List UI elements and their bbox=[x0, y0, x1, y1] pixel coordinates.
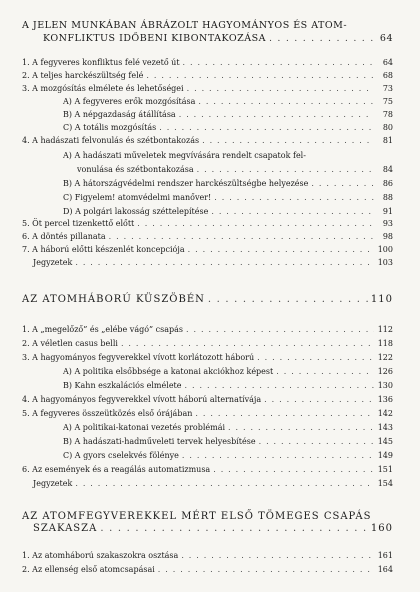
page-number: 142 bbox=[377, 409, 393, 418]
entry-title: 1. A „megelőző” és „elébe vágó” csapás bbox=[22, 325, 184, 334]
entry-title: D) A polgári lakosság széttelepítése bbox=[63, 207, 209, 216]
entry-title: 6. Az események és a reagálás automatizmusa bbox=[22, 465, 211, 474]
toc-subentry[interactable] bbox=[63, 193, 393, 203]
leader-dots bbox=[228, 423, 374, 433]
leader-dots bbox=[121, 339, 374, 349]
toc-entry[interactable] bbox=[22, 232, 393, 242]
leader-dots bbox=[211, 207, 374, 217]
page-number: 145 bbox=[377, 437, 393, 446]
leader-dots bbox=[264, 395, 374, 405]
page-number: 161 bbox=[377, 551, 393, 560]
page-number: 73 bbox=[382, 84, 393, 93]
page-number: 64 bbox=[382, 58, 393, 67]
entry-title: C) A totális mozgósítás bbox=[63, 123, 157, 132]
toc-entry[interactable] bbox=[33, 258, 393, 268]
entry-title: 2. Az ellenség első atomcsapásai bbox=[22, 565, 155, 574]
leader-dots bbox=[213, 465, 374, 475]
toc-subentry[interactable] bbox=[63, 423, 393, 433]
entry-title: 1. A fegyveres konfliktus felé vezető út bbox=[22, 58, 180, 67]
toc-entry[interactable] bbox=[22, 465, 393, 475]
leader-dots bbox=[208, 295, 368, 305]
page-number: 130 bbox=[377, 381, 393, 390]
page-number: 81 bbox=[382, 136, 393, 145]
toc-entry[interactable] bbox=[22, 245, 393, 255]
toc-subentry[interactable] bbox=[77, 165, 393, 175]
leader-dots bbox=[183, 58, 374, 68]
section-2-title-entry[interactable] bbox=[22, 295, 393, 305]
entry-title: A) A politikai-katonai vezetés problémái bbox=[63, 423, 226, 432]
leader-dots bbox=[75, 479, 374, 489]
entry-title: 5. Öt percel tizenkettő előtt bbox=[22, 219, 135, 228]
entry-title: C) A gyors cselekvés fölénye bbox=[63, 451, 179, 460]
page-number: 143 bbox=[377, 423, 393, 432]
entry-title: B) A népgazdaság átállítása bbox=[63, 110, 176, 119]
entry-title: 3. A hagyományos fegyverekkel vívott korlátozott háború bbox=[22, 353, 255, 362]
leader-dots bbox=[311, 179, 374, 189]
toc-entry[interactable] bbox=[22, 71, 393, 81]
leader-dots bbox=[188, 245, 374, 255]
toc-subentry[interactable] bbox=[63, 97, 393, 107]
toc-entry[interactable] bbox=[22, 551, 393, 561]
leader-dots bbox=[75, 258, 374, 268]
toc-subentry-line-1[interactable]: A) A hadászati műveletek megvívására rendelt csapatok fel- bbox=[63, 151, 306, 160]
page-number: 112 bbox=[377, 325, 393, 334]
leader-dots bbox=[159, 123, 374, 133]
entry-title: C) Figyelem! atomvédelmi manőver! bbox=[63, 193, 212, 202]
leader-dots bbox=[182, 451, 374, 461]
entry-title: B) A hátországvédelmi rendszer harckészültségbe helyezése bbox=[63, 179, 309, 188]
entry-title: B) A hadászati-hadműveleti tervek helyesbítése bbox=[63, 437, 256, 446]
section-1-title-line-2: KONFLIKTUS IDŐBENI KIBONTAKOZÁSA bbox=[43, 33, 266, 44]
entry-title: 5. A fegyveres összeütközés első órájában bbox=[22, 409, 193, 418]
page-number: 151 bbox=[377, 465, 393, 474]
leader-dots bbox=[158, 565, 374, 575]
page-number: 110 bbox=[370, 294, 393, 305]
leader-dots bbox=[195, 409, 374, 419]
section-3-title-line-2: SZAKASZA bbox=[33, 523, 98, 534]
toc-subentry[interactable] bbox=[63, 123, 393, 133]
leader-dots bbox=[197, 165, 374, 175]
toc-entry[interactable] bbox=[22, 325, 393, 335]
page-number: 160 bbox=[370, 523, 393, 534]
section-2-title: AZ ATOMHÁBORÚ KÜSZÖBÉN bbox=[22, 294, 205, 305]
leader-dots bbox=[100, 524, 368, 534]
page-number: 149 bbox=[377, 451, 393, 460]
toc-subentry[interactable] bbox=[63, 367, 393, 377]
toc-entry[interactable] bbox=[33, 479, 393, 489]
page-number: 88 bbox=[382, 193, 393, 202]
page-number: 80 bbox=[382, 123, 393, 132]
page-number: 136 bbox=[377, 395, 393, 404]
page-number: 98 bbox=[382, 232, 393, 241]
leader-dots bbox=[187, 84, 374, 94]
toc-entry[interactable] bbox=[22, 339, 393, 349]
page-number: 122 bbox=[377, 353, 393, 362]
leader-dots bbox=[269, 34, 374, 44]
page-number: 164 bbox=[377, 565, 393, 574]
toc-entry[interactable] bbox=[22, 409, 393, 419]
entry-title: 4. A hadászati felvonulás és szétbontakozás bbox=[22, 136, 200, 145]
page-number: 103 bbox=[377, 258, 393, 267]
entry-title: 3. A mozgósítás elmélete és lehetőségei bbox=[22, 84, 184, 93]
toc-subentry[interactable] bbox=[63, 179, 393, 189]
entry-title: Jegyzetek bbox=[33, 258, 73, 267]
page-number: 91 bbox=[382, 207, 393, 216]
toc-subentry[interactable] bbox=[63, 110, 393, 120]
entry-title: 1. Az atomháború szakaszokra osztása bbox=[22, 551, 179, 560]
entry-title: vonulása és szétbontakozása bbox=[77, 165, 194, 174]
page-number: 78 bbox=[382, 110, 393, 119]
entry-title: 6. A döntés pillanata bbox=[22, 232, 106, 241]
toc-entry[interactable] bbox=[22, 58, 393, 68]
entry-title: 2. A véletlen casus belli bbox=[22, 339, 118, 348]
entry-title: 7. A háború előtti készenlét koncepciója bbox=[22, 245, 185, 254]
leader-dots bbox=[257, 353, 374, 363]
page-number: 64 bbox=[379, 33, 393, 44]
leader-dots bbox=[109, 232, 374, 242]
page-number: 154 bbox=[377, 479, 393, 488]
leader-dots bbox=[186, 325, 374, 335]
section-1-title-line-1: A JELEN MUNKÁBAN ÁBRÁZOLT HAGYOMÁNYOS ÉS ATOM- bbox=[22, 20, 348, 31]
toc-subentry[interactable] bbox=[63, 381, 393, 391]
page-number: 86 bbox=[382, 179, 393, 188]
toc-entry[interactable] bbox=[22, 353, 393, 363]
entry-title: 2. A teljes harckészültség felé bbox=[22, 71, 144, 80]
leader-dots bbox=[259, 437, 374, 447]
leader-dots bbox=[276, 367, 374, 377]
toc-subentry[interactable] bbox=[63, 207, 393, 217]
page-number: 75 bbox=[382, 97, 393, 106]
section-3-title-line-1: AZ ATOMFEGYVEREKKEL MÉRT ELSŐ TÖMEGES CSAPÁS bbox=[22, 511, 372, 522]
leader-dots bbox=[185, 381, 375, 391]
leader-dots bbox=[198, 97, 374, 107]
leader-dots bbox=[214, 193, 374, 203]
entry-title: A) A politika elsőbbsége a katonai akciókhoz képest bbox=[63, 367, 274, 376]
toc-subentry[interactable] bbox=[63, 451, 393, 461]
toc-subentry[interactable] bbox=[63, 437, 393, 447]
section-3-title-entry[interactable] bbox=[33, 524, 393, 534]
leader-dots bbox=[179, 110, 374, 120]
leader-dots bbox=[202, 136, 374, 146]
page-number: 126 bbox=[377, 367, 393, 376]
toc-entry[interactable] bbox=[22, 219, 393, 229]
entry-title: A) A fegyveres erők mozgósítása bbox=[63, 97, 196, 106]
page-number: 93 bbox=[382, 219, 393, 228]
entry-title: 4. A hagyományos fegyverekkel vívott háború alternatívája bbox=[22, 395, 262, 404]
entry-title: Jegyzetek bbox=[33, 479, 73, 488]
toc-entry[interactable] bbox=[22, 565, 393, 575]
page-number: 118 bbox=[377, 339, 393, 348]
leader-dots bbox=[146, 71, 374, 81]
toc-entry[interactable] bbox=[22, 136, 393, 146]
page-number: 68 bbox=[382, 71, 393, 80]
page-number: 84 bbox=[382, 165, 393, 174]
toc-entry[interactable] bbox=[22, 395, 393, 405]
entry-title: B) Kahn eszkalációs elmélete bbox=[63, 381, 182, 390]
section-1-title-entry[interactable] bbox=[43, 34, 393, 44]
leader-dots bbox=[137, 219, 374, 229]
leader-dots bbox=[181, 551, 374, 561]
page-number: 100 bbox=[377, 245, 393, 254]
toc-entry[interactable] bbox=[22, 84, 393, 94]
